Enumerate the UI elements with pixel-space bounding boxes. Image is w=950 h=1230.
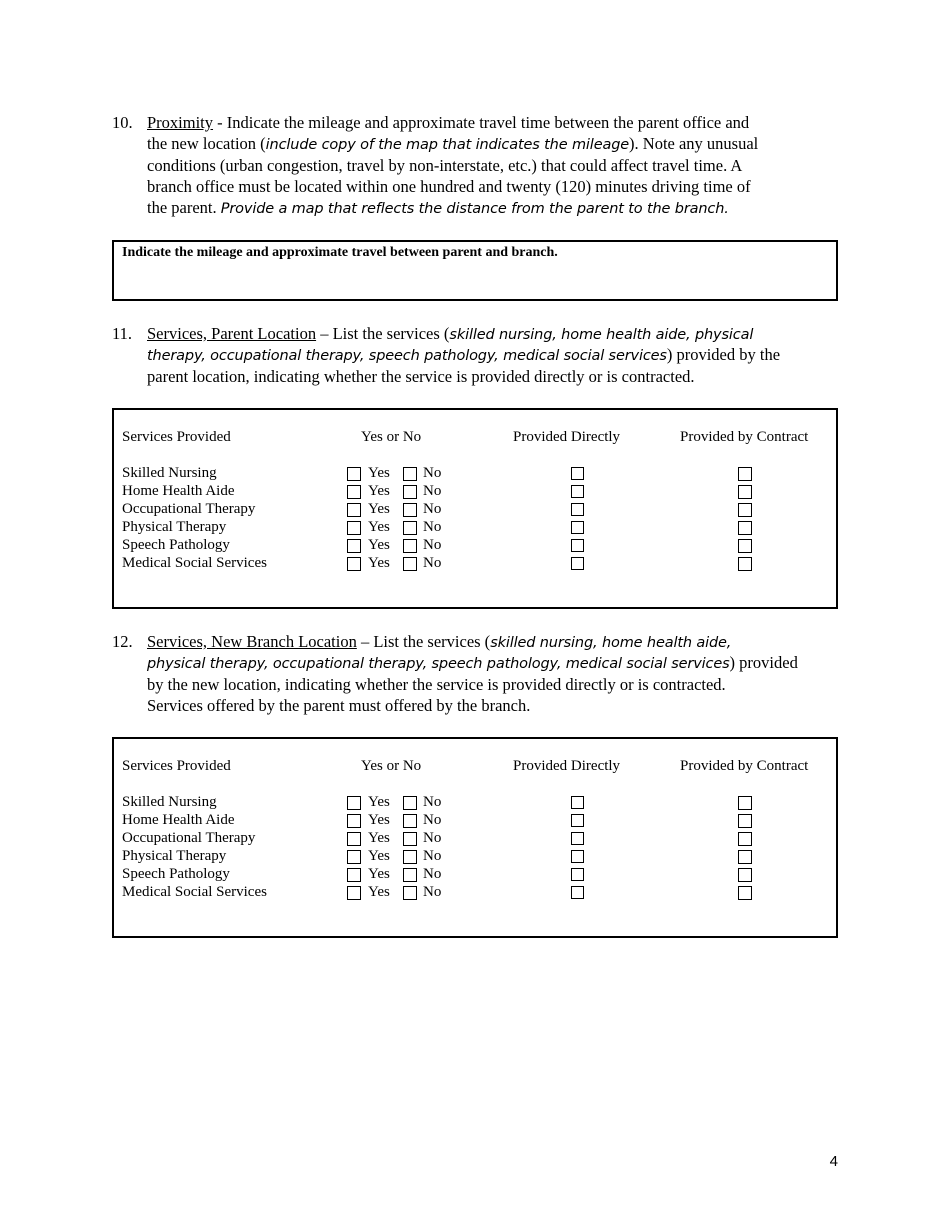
section-10-line-1: Proximity - Indicate the mileage and approximate travel time between the parent office and [147,113,750,132]
branch-provided-directly-checkbox[interactable] [571,850,584,863]
parent-yes-checkbox[interactable] [347,521,361,535]
branch-no-label: No [423,829,442,846]
section-11-line-2: therapy, occupational therapy, speech pathology, medical social services) provided by the [147,345,781,365]
branch-no-checkbox[interactable] [403,796,417,810]
parent-service-name: Physical Therapy [122,518,227,535]
section-12-line-4: Services offered by the parent must offered by the branch. [147,695,531,715]
section-12-title: Services, New Branch Location [147,632,357,651]
parent-provided-directly-checkbox[interactable] [571,467,584,480]
section-12-number: 12. [112,632,133,651]
parent-service-name: Skilled Nursing [122,465,217,481]
branch-provided-directly-checkbox[interactable] [571,868,584,881]
parent-no-checkbox[interactable] [403,503,417,517]
branch-yes-label: Yes [368,865,390,882]
branch-no-label: No [423,883,442,900]
branch-service-name: Skilled Nursing [122,794,217,810]
branch-yes-checkbox[interactable] [347,868,361,882]
parent-yes-checkbox[interactable] [347,467,361,481]
branch-provided-directly-checkbox[interactable] [571,886,584,899]
parent-service-name: Occupational Therapy [122,500,256,517]
parent-provided-by-contract-checkbox[interactable] [738,539,752,553]
branch-provided-by-contract-checkbox[interactable] [738,796,752,810]
parent-no-label: No [423,500,442,517]
parent-no-checkbox[interactable] [403,521,417,535]
parent-table-row [114,465,836,483]
parent-yes-checkbox[interactable] [347,503,361,517]
parent-table-row [114,519,836,537]
branch-header-yes-or-no: Yes or No [361,758,422,774]
branch-header-provided-by-contract: Provided by Contract [680,758,809,774]
parent-no-checkbox[interactable] [403,485,417,499]
parent-provided-directly-checkbox[interactable] [571,539,584,552]
parent-no-label: No [423,465,442,481]
parent-header-services-provided: Services Provided [122,429,231,445]
parent-provided-directly-checkbox[interactable] [571,503,584,516]
branch-provided-by-contract-checkbox[interactable] [738,886,752,900]
branch-no-checkbox[interactable] [403,868,417,882]
section-11-title: Services, Parent Location [147,324,317,343]
parent-yes-checkbox[interactable] [347,485,361,499]
branch-no-label: No [423,865,442,882]
branch-table-row [114,794,836,812]
section-10-number: 10. [112,113,133,132]
branch-provided-by-contract-checkbox[interactable] [738,868,752,882]
parent-table-row [114,501,836,519]
branch-no-label: No [423,811,442,828]
parent-yes-label: Yes [368,536,390,553]
parent-provided-directly-checkbox[interactable] [571,521,584,534]
branch-yes-label: Yes [368,883,390,900]
section-12-line-2: physical therapy, occupational therapy, speech pathology, medical social services) provided [147,653,798,673]
parent-yes-checkbox[interactable] [347,557,361,571]
branch-yes-checkbox[interactable] [347,832,361,846]
parent-yes-label: Yes [368,482,390,499]
branch-no-checkbox[interactable] [403,886,417,900]
parent-no-label: No [423,536,442,553]
section-11-number: 11. [112,324,133,343]
branch-yes-checkbox[interactable] [347,796,361,810]
parent-yes-label: Yes [368,500,390,517]
parent-no-checkbox[interactable] [403,557,417,571]
section-11-line-1: Services, Parent Location – List the services (skilled nursing, home health aide, physical [147,324,754,343]
branch-no-label: No [423,794,442,810]
branch-provided-directly-checkbox[interactable] [571,796,584,809]
mileage-box-label: Indicate the mileage and approximate travel between parent and branch. [122,245,558,260]
parent-provided-directly-checkbox[interactable] [571,557,584,570]
branch-table-row [114,884,836,902]
parent-service-name: Speech Pathology [122,536,230,553]
branch-provided-directly-checkbox[interactable] [571,814,584,827]
section-10-line-4: branch office must be located within one hundred and twenty (120) minutes driving time of [147,176,751,196]
branch-table-row [114,830,836,848]
parent-provided-by-contract-checkbox[interactable] [738,521,752,535]
branch-provided-by-contract-checkbox[interactable] [738,832,752,846]
branch-service-name: Medical Social Services [122,883,267,900]
section-10-line-5: the parent. Provide a map that reflects the distance from the parent to the branch. [147,198,729,218]
branch-yes-checkbox[interactable] [347,850,361,864]
parent-provided-by-contract-checkbox[interactable] [738,503,752,517]
section-10-title: Proximity [147,113,214,132]
parent-provided-directly-checkbox[interactable] [571,485,584,498]
parent-service-name: Medical Social Services [122,554,267,571]
section-10-line-2: the new location (include copy of the map that indicates the mileage). Note any unusual [147,134,759,154]
mileage-entry-box[interactable] [112,240,838,301]
parent-provided-by-contract-checkbox[interactable] [738,467,752,481]
branch-provided-by-contract-checkbox[interactable] [738,850,752,864]
branch-table-row [114,866,836,884]
parent-no-label: No [423,518,442,535]
branch-yes-checkbox[interactable] [347,814,361,828]
branch-table-row [114,848,836,866]
branch-provided-by-contract-checkbox[interactable] [738,814,752,828]
parent-no-label: No [423,482,442,499]
parent-service-name: Home Health Aide [122,482,235,499]
parent-header-provided-by-contract: Provided by Contract [680,429,809,445]
branch-service-name: Occupational Therapy [122,829,256,846]
parent-services-table [112,408,838,609]
parent-header-provided-directly: Provided Directly [513,429,621,445]
branch-yes-checkbox[interactable] [347,886,361,900]
branch-no-label: No [423,847,442,864]
branch-header-services-provided: Services Provided [122,758,231,774]
parent-provided-by-contract-checkbox[interactable] [738,485,752,499]
branch-no-checkbox[interactable] [403,814,417,828]
branch-yes-label: Yes [368,794,390,810]
branch-table-row [114,812,836,830]
branch-service-name: Physical Therapy [122,847,227,864]
parent-no-checkbox[interactable] [403,539,417,553]
branch-yes-label: Yes [368,829,390,846]
parent-no-label: No [423,554,442,571]
section-12-line-1: Services, New Branch Location – List the services (skilled nursing, home health aide, [147,632,732,651]
parent-table-row [114,555,836,573]
branch-yes-label: Yes [368,847,390,864]
parent-header-yes-or-no: Yes or No [361,429,422,445]
branch-provided-directly-checkbox[interactable] [571,832,584,845]
branch-header-provided-directly: Provided Directly [513,758,621,774]
section-12-line-3: by the new location, indicating whether the service is provided directly or is contracted. [147,674,726,694]
parent-yes-label: Yes [368,465,390,481]
parent-provided-by-contract-checkbox[interactable] [738,557,752,571]
branch-no-checkbox[interactable] [403,850,417,864]
branch-services-table [112,737,838,938]
parent-yes-label: Yes [368,518,390,535]
parent-table-row [114,537,836,555]
branch-yes-label: Yes [368,811,390,828]
branch-no-checkbox[interactable] [403,832,417,846]
parent-no-checkbox[interactable] [403,467,417,481]
parent-table-row [114,483,836,501]
parent-yes-checkbox[interactable] [347,539,361,553]
section-10-line-3: conditions (urban congestion, travel by non-interstate, etc.) that could affect travel time. A [147,155,743,175]
branch-service-name: Home Health Aide [122,811,235,828]
section-11-line-3: parent location, indicating whether the service is provided directly or is contracted. [147,366,695,386]
branch-service-name: Speech Pathology [122,865,230,882]
parent-yes-label: Yes [368,554,390,571]
page-number: 4 [829,1153,838,1170]
